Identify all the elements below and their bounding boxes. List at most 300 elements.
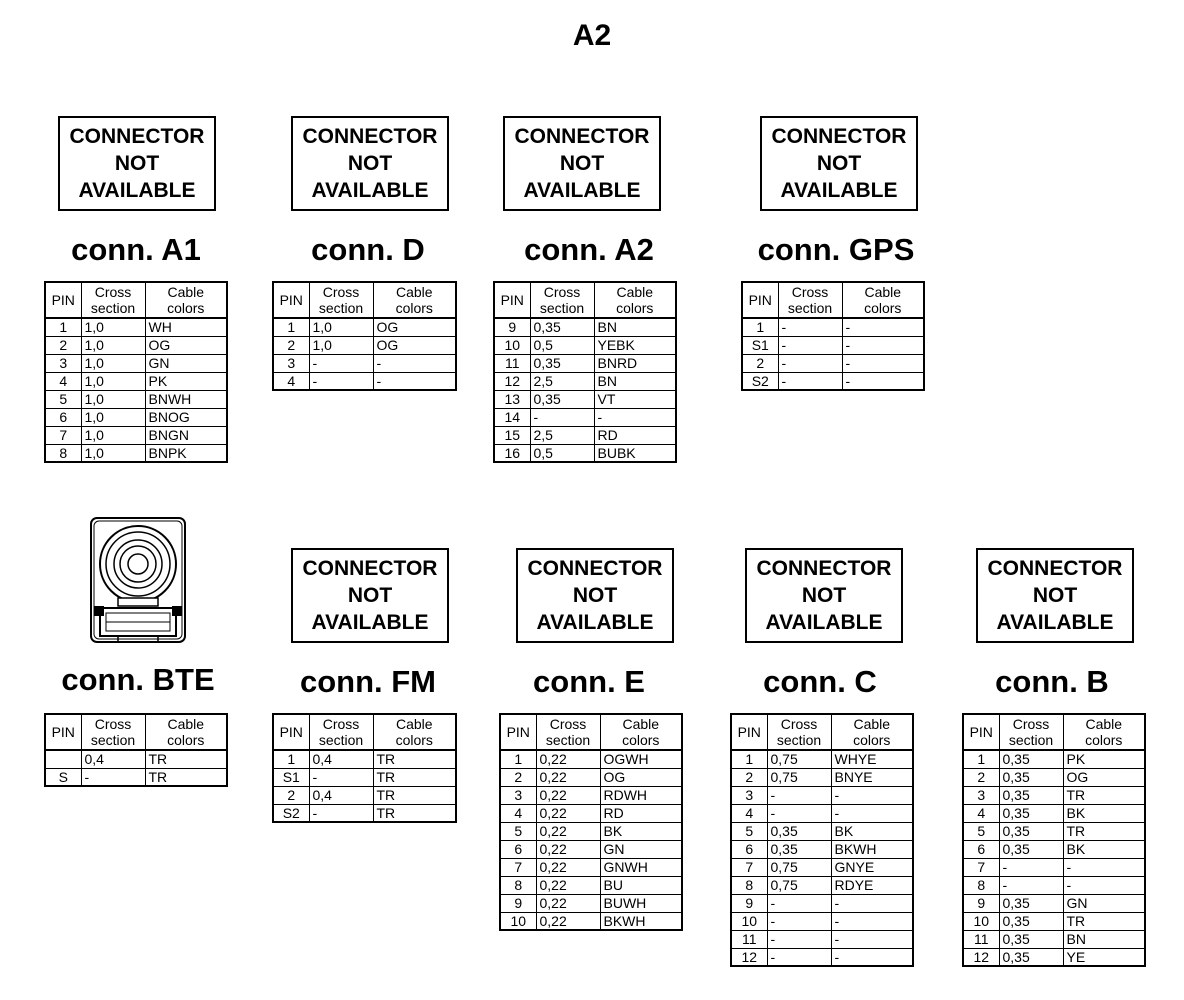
cable-color-cell: GN <box>1063 894 1145 912</box>
cable-color-cell: TR <box>145 750 227 768</box>
table-row <box>273 768 456 786</box>
cross-section-cell: - <box>767 912 831 930</box>
pin-table-d <box>272 281 457 391</box>
cable-color-cell: TR <box>1063 822 1145 840</box>
pin-cell: 4 <box>963 804 999 822</box>
table-row <box>963 786 1145 804</box>
cable-colors-header: Cable colors <box>145 714 227 750</box>
connector-not-available-box-gps: CONNECTOR NOT AVAILABLE <box>760 116 918 211</box>
pin-cell: 2 <box>963 768 999 786</box>
cross-section-cell: 0,35 <box>999 786 1063 804</box>
table-row <box>742 336 924 354</box>
cross-section-header: Cross section <box>536 714 600 750</box>
pin-table-c <box>730 713 914 967</box>
pin-cell: 1 <box>963 750 999 768</box>
cable-color-cell: TR <box>145 768 227 786</box>
cross-section-cell: - <box>309 372 373 390</box>
cable-color-cell: OG <box>373 318 456 336</box>
pin-cell: 16 <box>494 444 530 462</box>
table-row <box>963 840 1145 858</box>
table-row <box>731 804 913 822</box>
table-row <box>494 372 676 390</box>
cross-section-cell: 0,75 <box>767 750 831 768</box>
table-row <box>731 912 913 930</box>
table-row <box>494 390 676 408</box>
pin-table-a1 <box>44 281 228 463</box>
table-row <box>45 750 227 768</box>
cable-colors-header: Cable colors <box>842 282 924 318</box>
pin-cell: 6 <box>963 840 999 858</box>
cable-color-cell: BN <box>594 318 676 336</box>
cross-section-cell: 1,0 <box>81 318 145 336</box>
table-row <box>45 354 227 372</box>
cross-section-cell: - <box>778 336 842 354</box>
pin-cell: 6 <box>500 840 536 858</box>
pin-table-gps <box>741 281 925 391</box>
pin-cell: S2 <box>273 804 309 822</box>
cable-color-cell: - <box>831 786 913 804</box>
pin-cell: 10 <box>731 912 767 930</box>
pin-header: PIN <box>963 714 999 750</box>
table-row <box>731 750 913 768</box>
cross-section-header: Cross section <box>530 282 594 318</box>
cross-section-cell: - <box>767 948 831 966</box>
cable-color-cell: - <box>373 372 456 390</box>
table-row <box>963 822 1145 840</box>
pin-table-bte <box>44 713 228 787</box>
cable-color-cell: BNPK <box>145 444 227 462</box>
pin-cell: 7 <box>500 858 536 876</box>
pin-cell: S1 <box>273 768 309 786</box>
table-row <box>500 840 682 858</box>
cable-color-cell: TR <box>1063 786 1145 804</box>
cable-color-cell: GN <box>600 840 682 858</box>
cross-section-cell: 1,0 <box>81 372 145 390</box>
cross-section-cell: 0,35 <box>999 804 1063 822</box>
table-row <box>731 894 913 912</box>
cable-color-cell: PK <box>145 372 227 390</box>
pin-cell: 9 <box>963 894 999 912</box>
table-header-row <box>731 714 913 750</box>
cross-section-cell: - <box>778 372 842 390</box>
cable-color-cell: - <box>831 948 913 966</box>
table-row <box>45 336 227 354</box>
cross-section-cell: - <box>309 804 373 822</box>
cross-section-cell: 0,22 <box>536 912 600 930</box>
pin-cell: 10 <box>494 336 530 354</box>
table-row <box>731 840 913 858</box>
connector-title-bte: conn. BTE <box>61 662 215 697</box>
cable-color-cell: BNRD <box>594 354 676 372</box>
cross-section-cell: 0,22 <box>536 840 600 858</box>
cable-colors-header: Cable colors <box>600 714 682 750</box>
pin-table-fm <box>272 713 457 823</box>
pin-cell: 8 <box>500 876 536 894</box>
pin-cell: 2 <box>273 336 309 354</box>
cable-colors-header: Cable colors <box>373 282 456 318</box>
table-row <box>273 804 456 822</box>
cable-color-cell: BU <box>600 876 682 894</box>
table-row <box>500 876 682 894</box>
cross-section-cell: 1,0 <box>81 408 145 426</box>
cable-color-cell: BNYE <box>831 768 913 786</box>
cable-color-cell: OG <box>600 768 682 786</box>
cable-color-cell: RDYE <box>831 876 913 894</box>
table-row <box>963 930 1145 948</box>
cable-color-cell: YEBK <box>594 336 676 354</box>
cross-section-cell: 0,22 <box>536 804 600 822</box>
cross-section-cell: 1,0 <box>81 426 145 444</box>
cable-color-cell: OG <box>1063 768 1145 786</box>
pin-cell: 3 <box>273 354 309 372</box>
bte-connector-icon <box>88 516 188 646</box>
cross-section-cell: 0,35 <box>530 318 594 336</box>
pin-cell: 15 <box>494 426 530 444</box>
cable-color-cell: - <box>842 372 924 390</box>
table-row <box>742 372 924 390</box>
cable-color-cell: TR <box>373 768 456 786</box>
cross-section-cell: 0,22 <box>536 822 600 840</box>
pin-cell: 1 <box>500 750 536 768</box>
pin-cell <box>45 750 81 768</box>
pin-cell: S <box>45 768 81 786</box>
table-header-row <box>273 282 456 318</box>
pin-cell: 7 <box>731 858 767 876</box>
cross-section-cell: 0,22 <box>536 786 600 804</box>
pin-cell: 4 <box>731 804 767 822</box>
page-title: A2 <box>572 19 612 52</box>
cable-color-cell: OG <box>373 336 456 354</box>
cross-section-cell: 0,35 <box>767 840 831 858</box>
pin-header: PIN <box>273 714 309 750</box>
table-row <box>731 786 913 804</box>
pin-cell: 2 <box>45 336 81 354</box>
cross-section-cell: 1,0 <box>81 444 145 462</box>
pin-cell: S1 <box>742 336 778 354</box>
cable-color-cell: - <box>831 894 913 912</box>
pin-cell: 3 <box>963 786 999 804</box>
cable-color-cell: BK <box>1063 840 1145 858</box>
table-row <box>731 768 913 786</box>
table-row <box>45 408 227 426</box>
connector-title-a1: conn. A1 <box>71 232 201 267</box>
cable-color-cell: BK <box>831 822 913 840</box>
pin-cell: 2 <box>742 354 778 372</box>
pin-cell: 2 <box>731 768 767 786</box>
cross-section-cell: 0,35 <box>999 912 1063 930</box>
cable-color-cell: WHYE <box>831 750 913 768</box>
table-header-row <box>494 282 676 318</box>
table-row <box>963 912 1145 930</box>
pin-cell: 1 <box>45 318 81 336</box>
cross-section-cell: 0,35 <box>999 948 1063 966</box>
table-header-row <box>45 714 227 750</box>
table-row <box>963 804 1145 822</box>
cross-section-cell: 0,75 <box>767 768 831 786</box>
cable-color-cell: - <box>594 408 676 426</box>
cable-color-cell: BNOG <box>145 408 227 426</box>
pin-cell: 9 <box>494 318 530 336</box>
pin-cell: 3 <box>500 786 536 804</box>
pin-cell: S2 <box>742 372 778 390</box>
cable-color-cell: - <box>842 318 924 336</box>
table-row <box>500 894 682 912</box>
cross-section-cell: - <box>530 408 594 426</box>
cable-color-cell: YE <box>1063 948 1145 966</box>
cross-section-cell: 0,22 <box>536 750 600 768</box>
cable-color-cell: GNYE <box>831 858 913 876</box>
pin-cell: 5 <box>500 822 536 840</box>
table-row <box>963 768 1145 786</box>
pin-cell: 1 <box>273 318 309 336</box>
pin-cell: 8 <box>731 876 767 894</box>
connector-not-available-box-d: CONNECTOR NOT AVAILABLE <box>291 116 449 211</box>
cable-color-cell: BKWH <box>600 912 682 930</box>
table-row <box>494 444 676 462</box>
cable-color-cell: PK <box>1063 750 1145 768</box>
pin-cell: 1 <box>731 750 767 768</box>
cross-section-header: Cross section <box>999 714 1063 750</box>
table-row <box>742 354 924 372</box>
table-row <box>494 426 676 444</box>
connector-not-available-box-e: CONNECTOR NOT AVAILABLE <box>516 548 674 643</box>
cross-section-header: Cross section <box>81 714 145 750</box>
cable-color-cell: TR <box>373 750 456 768</box>
pin-cell: 10 <box>963 912 999 930</box>
pin-header: PIN <box>742 282 778 318</box>
cross-section-cell: 0,5 <box>530 444 594 462</box>
table-row <box>45 372 227 390</box>
connector-title-e: conn. E <box>533 664 645 699</box>
pin-cell: 11 <box>494 354 530 372</box>
table-row <box>273 372 456 390</box>
cross-section-cell: - <box>999 858 1063 876</box>
table-header-row <box>963 714 1145 750</box>
cable-color-cell: - <box>831 912 913 930</box>
cross-section-cell: 0,35 <box>530 354 594 372</box>
connector-not-available-box-a2: CONNECTOR NOT AVAILABLE <box>503 116 661 211</box>
cross-section-cell: 0,75 <box>767 876 831 894</box>
cable-colors-header: Cable colors <box>1063 714 1145 750</box>
table-header-row <box>742 282 924 318</box>
connector-title-b: conn. B <box>995 664 1109 699</box>
pin-cell: 2 <box>273 786 309 804</box>
cable-color-cell: BN <box>1063 930 1145 948</box>
table-row <box>963 876 1145 894</box>
cable-color-cell: TR <box>373 804 456 822</box>
cable-color-cell: RD <box>594 426 676 444</box>
pin-cell: 6 <box>45 408 81 426</box>
cross-section-cell: 0,35 <box>999 930 1063 948</box>
cable-colors-header: Cable colors <box>594 282 676 318</box>
table-row <box>963 858 1145 876</box>
cross-section-cell: 1,0 <box>309 318 373 336</box>
cross-section-cell: 0,22 <box>536 894 600 912</box>
table-header-row <box>45 282 227 318</box>
table-row <box>273 318 456 336</box>
pin-header: PIN <box>731 714 767 750</box>
cross-section-cell: 0,22 <box>536 858 600 876</box>
pin-cell: 6 <box>731 840 767 858</box>
cable-color-cell: TR <box>373 786 456 804</box>
table-row <box>500 912 682 930</box>
pin-cell: 3 <box>731 786 767 804</box>
cross-section-cell: 0,35 <box>530 390 594 408</box>
pin-header: PIN <box>45 282 81 318</box>
connector-not-available-box-c: CONNECTOR NOT AVAILABLE <box>745 548 903 643</box>
pin-cell: 2 <box>500 768 536 786</box>
cable-color-cell: - <box>842 354 924 372</box>
pin-header: PIN <box>500 714 536 750</box>
pin-table-a2 <box>493 281 677 463</box>
table-row <box>273 786 456 804</box>
cross-section-cell: 0,35 <box>999 768 1063 786</box>
connector-not-available-box-b: CONNECTOR NOT AVAILABLE <box>976 548 1134 643</box>
table-header-row <box>500 714 682 750</box>
cross-section-cell: 0,35 <box>767 822 831 840</box>
pin-cell: 4 <box>500 804 536 822</box>
cross-section-cell: - <box>778 354 842 372</box>
cable-color-cell: OG <box>145 336 227 354</box>
cable-color-cell: GNWH <box>600 858 682 876</box>
cross-section-cell: - <box>309 768 373 786</box>
cross-section-cell: 0,35 <box>999 894 1063 912</box>
pin-cell: 1 <box>273 750 309 768</box>
pin-table-e <box>499 713 683 931</box>
pin-cell: 11 <box>963 930 999 948</box>
cross-section-cell: 1,0 <box>81 336 145 354</box>
pin-header: PIN <box>494 282 530 318</box>
pin-table-b <box>962 713 1146 967</box>
table-row <box>494 354 676 372</box>
table-row <box>45 426 227 444</box>
table-row <box>731 930 913 948</box>
table-row <box>731 876 913 894</box>
table-row <box>45 318 227 336</box>
connector-title-c: conn. C <box>763 664 877 699</box>
cross-section-cell: - <box>767 930 831 948</box>
pin-cell: 5 <box>731 822 767 840</box>
pin-cell: 4 <box>45 372 81 390</box>
cable-color-cell: RDWH <box>600 786 682 804</box>
cross-section-cell: - <box>778 318 842 336</box>
table-row <box>500 786 682 804</box>
table-row <box>273 354 456 372</box>
table-row <box>45 390 227 408</box>
pin-cell: 7 <box>45 426 81 444</box>
cross-section-cell: 1,0 <box>81 354 145 372</box>
cable-color-cell: - <box>831 930 913 948</box>
cross-section-cell: - <box>767 786 831 804</box>
cable-color-cell: WH <box>145 318 227 336</box>
cross-section-cell: 0,35 <box>999 822 1063 840</box>
cable-color-cell: BK <box>1063 804 1145 822</box>
cross-section-cell: 1,0 <box>309 336 373 354</box>
cable-colors-header: Cable colors <box>373 714 456 750</box>
cross-section-header: Cross section <box>767 714 831 750</box>
cable-color-cell: BKWH <box>831 840 913 858</box>
table-row <box>731 858 913 876</box>
pin-cell: 11 <box>731 930 767 948</box>
cross-section-cell: 0,4 <box>81 750 145 768</box>
table-row <box>273 336 456 354</box>
cable-color-cell: - <box>1063 858 1145 876</box>
pin-cell: 5 <box>45 390 81 408</box>
table-row <box>963 948 1145 966</box>
table-row <box>494 336 676 354</box>
cross-section-cell: - <box>309 354 373 372</box>
connector-title-gps: conn. GPS <box>757 232 915 267</box>
table-row <box>963 750 1145 768</box>
table-row <box>500 750 682 768</box>
cable-color-cell: - <box>373 354 456 372</box>
cable-color-cell: GN <box>145 354 227 372</box>
cable-color-cell: BUBK <box>594 444 676 462</box>
table-row <box>500 804 682 822</box>
pin-header: PIN <box>45 714 81 750</box>
cable-color-cell: TR <box>1063 912 1145 930</box>
table-row <box>500 768 682 786</box>
table-row <box>45 444 227 462</box>
cross-section-cell: - <box>767 804 831 822</box>
cable-color-cell: RD <box>600 804 682 822</box>
cross-section-cell: 1,0 <box>81 390 145 408</box>
cross-section-cell: 0,22 <box>536 876 600 894</box>
table-row <box>500 822 682 840</box>
pin-cell: 9 <box>500 894 536 912</box>
cable-color-cell: - <box>831 804 913 822</box>
cable-color-cell: BUWH <box>600 894 682 912</box>
table-header-row <box>273 714 456 750</box>
table-row <box>273 750 456 768</box>
pin-cell: 12 <box>494 372 530 390</box>
connector-not-available-box-a1: CONNECTOR NOT AVAILABLE <box>58 116 216 211</box>
cross-section-cell: 0,35 <box>999 750 1063 768</box>
cross-section-cell: - <box>767 894 831 912</box>
pin-cell: 4 <box>273 372 309 390</box>
cross-section-cell: 0,5 <box>530 336 594 354</box>
connector-title-a2: conn. A2 <box>524 232 654 267</box>
cable-colors-header: Cable colors <box>145 282 227 318</box>
pin-cell: 3 <box>45 354 81 372</box>
table-row <box>494 318 676 336</box>
cable-color-cell: BNWH <box>145 390 227 408</box>
pin-cell: 7 <box>963 858 999 876</box>
table-row <box>731 948 913 966</box>
pin-cell: 1 <box>742 318 778 336</box>
cross-section-cell: - <box>81 768 145 786</box>
table-row <box>963 894 1145 912</box>
cable-color-cell: - <box>842 336 924 354</box>
cross-section-cell: 0,4 <box>309 750 373 768</box>
pin-cell: 13 <box>494 390 530 408</box>
connector-title-d: conn. D <box>311 232 425 267</box>
cross-section-cell: - <box>999 876 1063 894</box>
cross-section-cell: 0,35 <box>999 840 1063 858</box>
cross-section-cell: 2,5 <box>530 426 594 444</box>
pin-header: PIN <box>273 282 309 318</box>
cross-section-cell: 0,4 <box>309 786 373 804</box>
cable-color-cell: OGWH <box>600 750 682 768</box>
pin-cell: 5 <box>963 822 999 840</box>
table-row <box>494 408 676 426</box>
table-row <box>731 822 913 840</box>
pin-cell: 12 <box>731 948 767 966</box>
cross-section-header: Cross section <box>309 282 373 318</box>
pin-cell: 14 <box>494 408 530 426</box>
table-row <box>500 858 682 876</box>
pin-cell: 8 <box>963 876 999 894</box>
